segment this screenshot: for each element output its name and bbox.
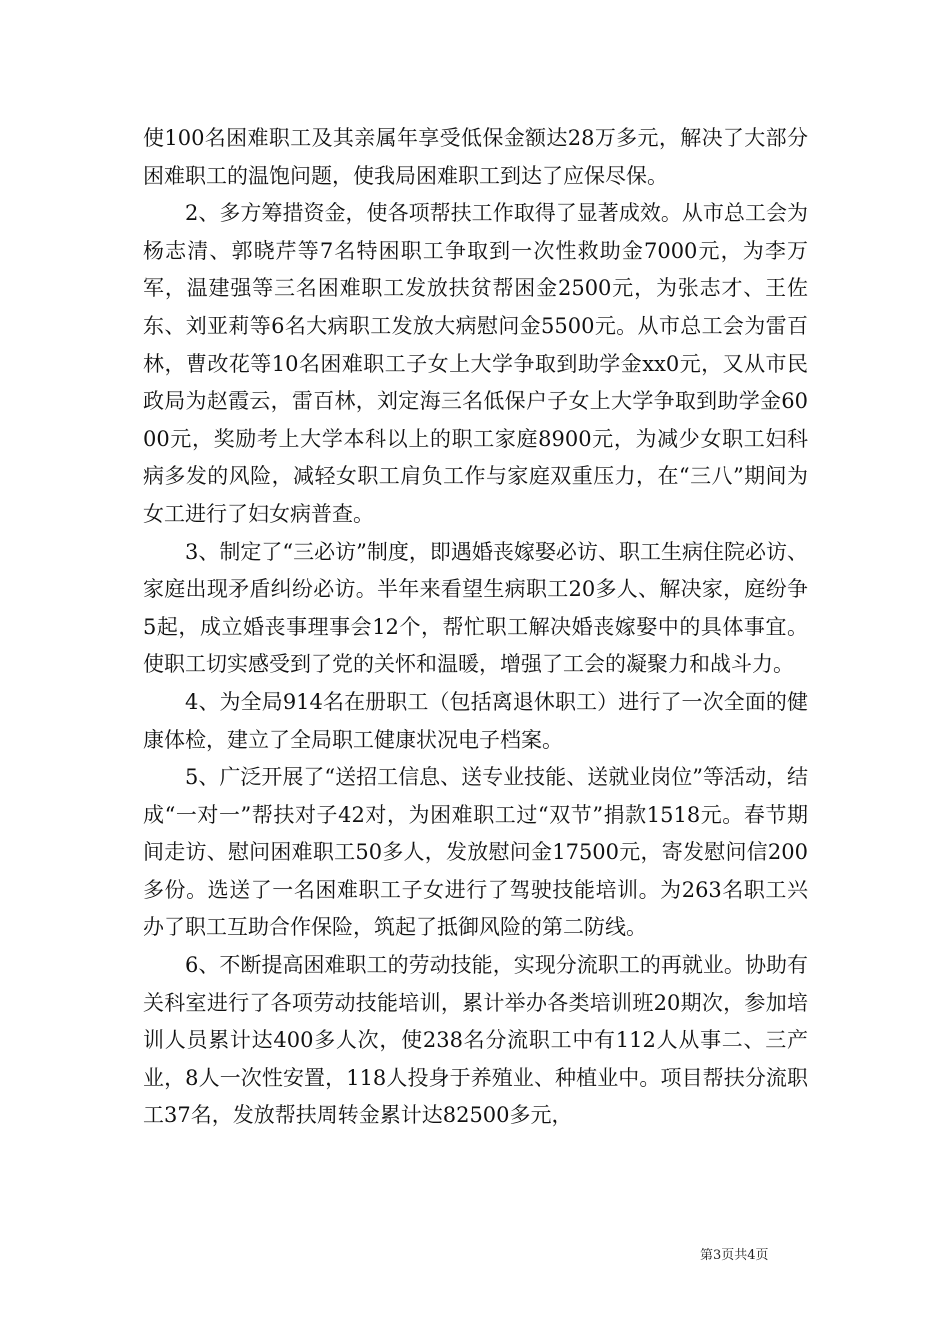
page-number-footer: 第3页共4页 <box>700 1248 769 1263</box>
document-body <box>143 120 808 1135</box>
paragraph-item-6: 6、不断提高困难职工的劳动技能，实现分流职工的再就业。协助有关科室进行了各项劳动技能培训，累计举办各类培训班20期次，参加培训人员累计达400多人次，使238名分流职工中有112人从事二、三产业，8人一次性安置，118人投身于养殖业、种植业中。项目帮扶分流职工37名，发放帮扶周转金累计达82500多元， <box>143 953 808 1128</box>
paragraph-item-2: 2、多方筹措资金，使各项帮扶工作取得了显著成效。从市总工会为杨志清、郭晓芹等7名特困职工争取到一次性救助金7000元，为李万军，温建强等三名困难职工发放扶贫帮困金2500元，为张志才、王佐东、刘亚莉等6名大病职工发放大病慰问金5500元。从市总工会为雷百林，曹改花等10名困难职工子女上大学争取到助学金xx0元，又从市民政局为赵霞云，雷百林，刘定海三名低保户子女上大学争取到助学金6000元，奖励考上大学本科以上的职工家庭8900元，为减少女职工妇科病多发的风险，减轻女职工肩负工作与家庭双重压力，在“三八”期间为女工进行了妇女病普查。 <box>143 201 808 526</box>
paragraph-item-5: 5、广泛开展了“送招工信息、送专业技能、送就业岗位”等活动，结成“一对一”帮扶对子42对，为困难职工过“双节”捐款1518元。春节期间走访、慰问困难职工50多人，发放慰问金17500元，寄发慰问信200多份。选送了一名困难职工子女进行了驾驶技能培训。为263名职工兴办了职工互助合作保险，筑起了抵御风险的第二防线。 <box>143 765 808 940</box>
paragraph-continuation: 使100名困难职工及其亲属年享受低保金额达28万多元，解决了大部分困难职工的温饱问题，使我局困难职工到达了应保尽保。 <box>143 126 808 188</box>
paragraph-item-4: 4、为全局914名在册职工（包括离退休职工）进行了一次全面的健康体检，建立了全局职工健康状况电子档案。 <box>143 689 808 752</box>
paragraph-item-3: 3、制定了“三必访”制度，即遇婚丧嫁娶必访、职工生病住院必访、家庭出现矛盾纠纷必访。半年来看望生病职工20多人、解决家，庭纷争5起，成立婚丧事理事会12个，帮忙职工解决婚丧嫁娶中的具体事宜。使职工切实感受到了党的关怀和温暖，增强了工会的凝聚力和战斗力。 <box>143 539 808 677</box>
